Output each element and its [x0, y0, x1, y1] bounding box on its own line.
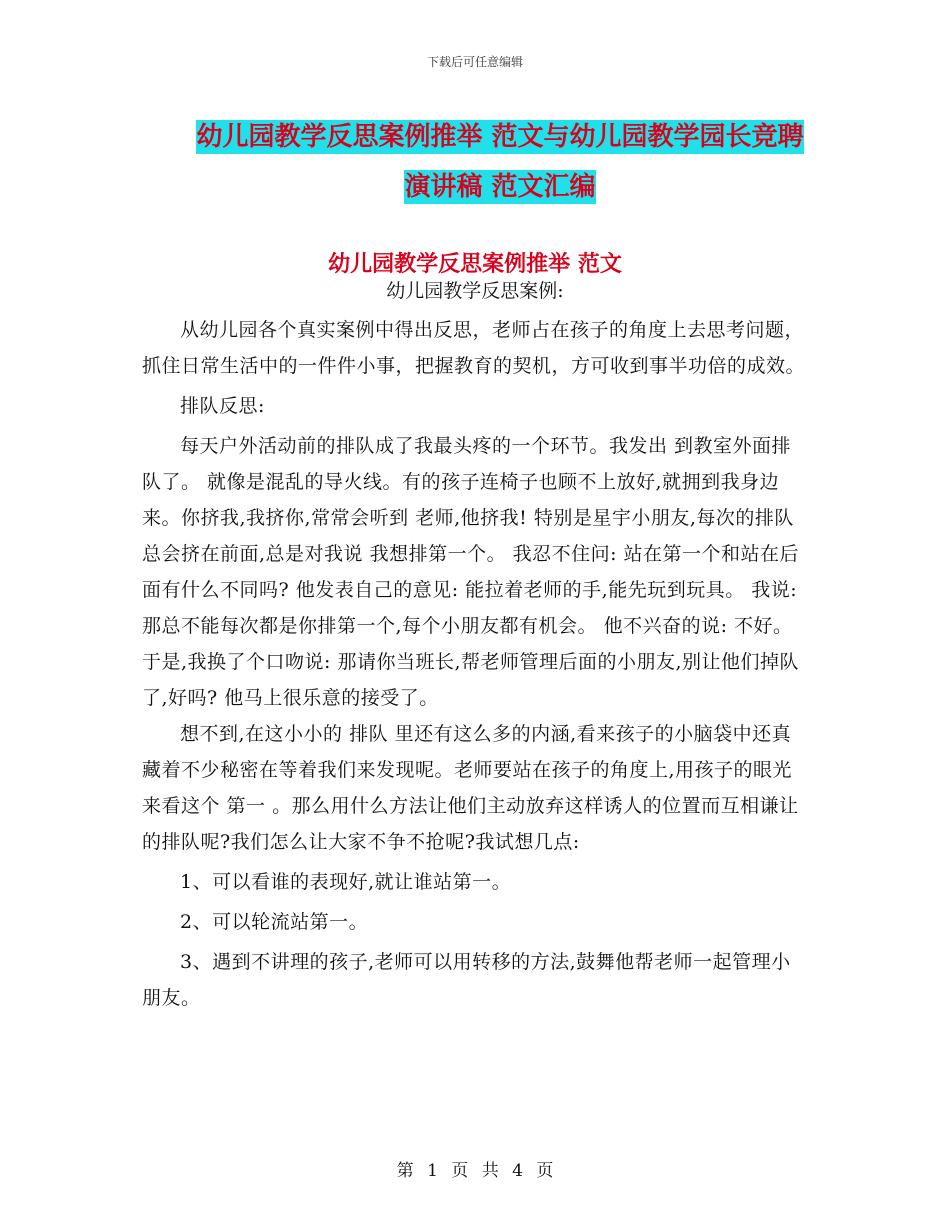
- document-body: [142, 312, 808, 1020]
- section-title: 幼儿园教学反思案例推举 范文: [328, 252, 622, 277]
- list-item: 1、可以看谁的表现好,就让谁站第一。: [180, 871, 512, 893]
- paragraph-story: 每天户外活动前的排队成了我最头疼的一个环节。我发出 到教室外面排队了。 就像是混乱的导火线。有的孩子连椅子也顾不上放好,就拥到我身边来。你挤我,我挤你,常常会听到 老师,他挤我! 特别是星宇小朋友,每次的排队总会挤在前面,总是对我说 我想排第一个。 我忍不住问: 站在第一个和站在后面有什么不同吗? 他发表自己的意见: 能拉着老师的手,能先玩到玩具。 我说: 那总不能每次都是你排第一个,每个小朋友都有机会。 他不兴奋的说: 不好。 于是,我换了个口吻说: 那请你当班长,帮老师管理后面的小朋友,别让他们掉队了,好吗? 他马上很乐意的接受了。: [142, 435, 800, 709]
- page-footer: 第 1 页 共 4 页: [396, 1161, 554, 1181]
- paragraph-heading: 排队反思:: [180, 395, 265, 417]
- paragraph-intro: 从幼儿园各个真实案例中得出反思，老师占在孩子的角度上去思考问题，抓住日常生活中的一件件小事，把握教育的契机，方可收到事半功倍的成效。: [142, 319, 806, 377]
- list-item: 2、可以轮流站第一。: [180, 911, 369, 933]
- title-line-1: 幼儿园教学反思案例推举 范文与幼儿园教学园长竞聘: [196, 122, 804, 152]
- document-title: [150, 112, 850, 212]
- list-item: 3、遇到不讲理的孩子,老师可以用转移的方法,鼓舞他帮老师一起管理小朋友。: [142, 951, 791, 1009]
- title-line-2: 演讲稿 范文汇编: [404, 172, 596, 202]
- section-subtitle: 幼儿园教学反思案例:: [386, 280, 564, 302]
- header-note: 下载后可任意编辑: [426, 55, 523, 69]
- paragraph-reflection: 想不到,在这小小的 排队 里还有这么多的内涵,看来孩子的小脑袋中还真藏着不少秘密在等着我们来发现呢。老师要站在孩子的角度上,用孩子的眼光来看这个 第一 。那么用什么方法让他们主动放弃这样诱人的位置而互相谦让的排队呢?我们怎么让大家不争不抢呢?我试想几点:: [142, 723, 799, 853]
